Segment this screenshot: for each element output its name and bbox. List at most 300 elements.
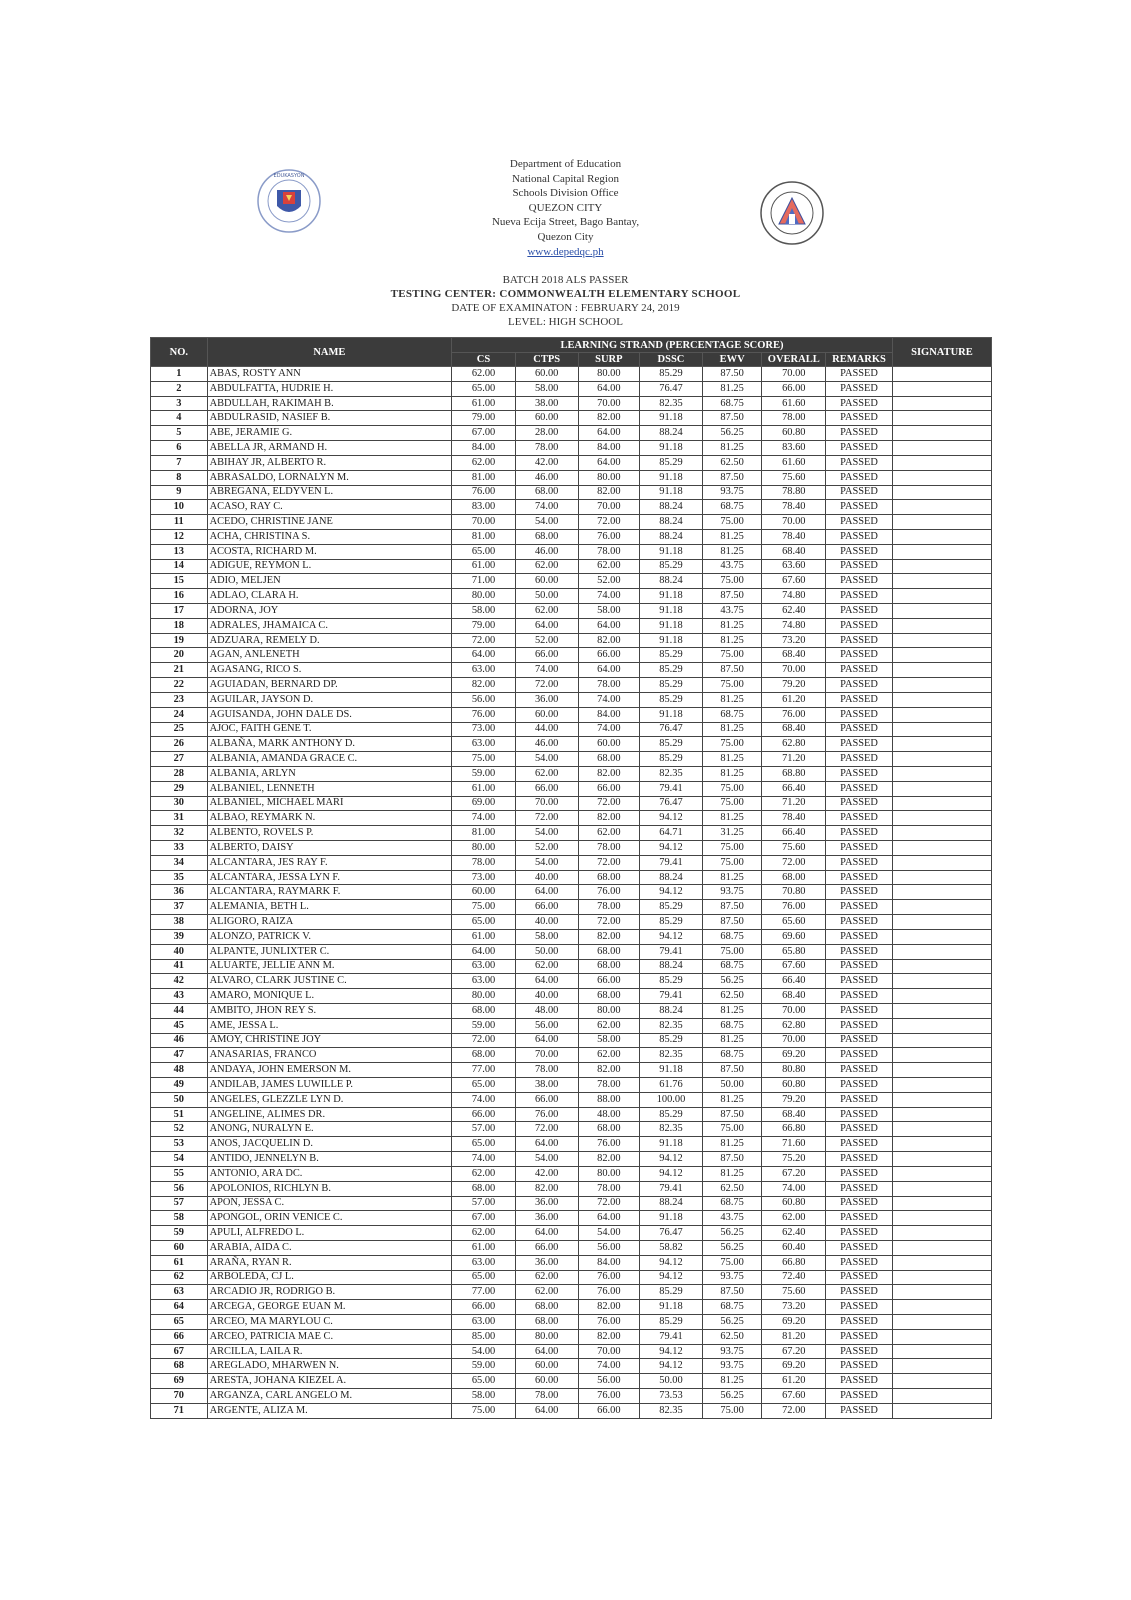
student-name: ARCEO, PATRICIA MAE C. — [207, 1329, 452, 1344]
score-surp: 64.00 — [578, 455, 640, 470]
score-surp: 80.00 — [578, 1003, 640, 1018]
signature-cell[interactable] — [892, 500, 991, 515]
score-overall: 66.40 — [762, 781, 826, 796]
score-dssc: 88.24 — [640, 529, 703, 544]
row-number: 19 — [151, 633, 208, 648]
score-surp: 78.00 — [578, 678, 640, 693]
remarks: PASSED — [826, 989, 893, 1004]
score-ewv: 62.50 — [702, 1181, 762, 1196]
table-row — [151, 766, 992, 781]
table-row — [151, 1270, 992, 1285]
student-name: ALVARO, CLARK JUSTINE C. — [207, 974, 452, 989]
remarks: PASSED — [826, 870, 893, 885]
table-row — [151, 1315, 992, 1330]
score-ctps: 36.00 — [515, 1211, 578, 1226]
signature-cell[interactable] — [892, 529, 991, 544]
score-cs: 85.00 — [452, 1329, 516, 1344]
table-row — [151, 1063, 992, 1078]
score-surp: 52.00 — [578, 574, 640, 589]
signature-cell[interactable] — [892, 544, 991, 559]
signature-cell[interactable] — [892, 944, 991, 959]
remarks: PASSED — [826, 915, 893, 930]
score-cs: 73.00 — [452, 722, 516, 737]
score-surp: 66.00 — [578, 781, 640, 796]
table-row — [151, 604, 992, 619]
score-overall: 75.60 — [762, 841, 826, 856]
signature-cell[interactable] — [892, 915, 991, 930]
row-number: 62 — [151, 1270, 208, 1285]
score-ctps: 64.00 — [515, 1137, 578, 1152]
score-dssc: 91.18 — [640, 470, 703, 485]
score-overall: 70.00 — [762, 1003, 826, 1018]
score-cs: 80.00 — [452, 589, 516, 604]
score-dssc: 88.24 — [640, 1003, 703, 1018]
student-name: ANGELES, GLEZZLE LYN D. — [207, 1092, 452, 1107]
student-name: ACOSTA, RICHARD M. — [207, 544, 452, 559]
score-dssc: 91.18 — [640, 544, 703, 559]
score-cs: 68.00 — [452, 1048, 516, 1063]
table-row — [151, 678, 992, 693]
signature-cell[interactable] — [892, 900, 991, 915]
student-name: ARCADIO JR, RODRIGO B. — [207, 1285, 452, 1300]
col-header-learning-strand: LEARNING STRAND (PERCENTAGE SCORE) — [452, 338, 893, 353]
signature-cell[interactable] — [892, 1122, 991, 1137]
score-overall: 69.60 — [762, 929, 826, 944]
signature-cell[interactable] — [892, 1152, 991, 1167]
signature-cell[interactable] — [892, 1226, 991, 1241]
signature-cell[interactable] — [892, 1018, 991, 1033]
signature-cell[interactable] — [892, 781, 991, 796]
header-line-1: Department of Education — [509, 158, 622, 170]
score-overall: 69.20 — [762, 1315, 826, 1330]
score-surp: 76.00 — [578, 1285, 640, 1300]
table-row — [151, 885, 992, 900]
score-overall: 71.20 — [762, 796, 826, 811]
score-overall: 66.80 — [762, 1255, 826, 1270]
score-surp: 78.00 — [578, 841, 640, 856]
score-dssc: 88.24 — [640, 959, 703, 974]
score-cs: 59.00 — [452, 766, 516, 781]
score-overall: 71.20 — [762, 752, 826, 767]
score-ctps: 52.00 — [515, 633, 578, 648]
signature-cell[interactable] — [892, 1240, 991, 1255]
student-name: ADZUARA, REMELY D. — [207, 633, 452, 648]
score-overall: 67.60 — [762, 1389, 826, 1404]
signature-cell[interactable] — [892, 929, 991, 944]
score-overall: 62.80 — [762, 1018, 826, 1033]
signature-cell[interactable] — [892, 1003, 991, 1018]
score-ewv: 56.25 — [702, 1226, 762, 1241]
score-ewv: 62.50 — [702, 455, 762, 470]
signature-cell[interactable] — [892, 589, 991, 604]
score-overall: 72.00 — [762, 1403, 826, 1418]
table-row — [151, 396, 992, 411]
score-ctps: 46.00 — [515, 737, 578, 752]
score-ctps: 54.00 — [515, 855, 578, 870]
score-ctps: 66.00 — [515, 1240, 578, 1255]
score-surp: 82.00 — [578, 766, 640, 781]
score-ewv: 56.25 — [702, 1315, 762, 1330]
signature-cell[interactable] — [892, 974, 991, 989]
score-surp: 64.00 — [578, 1211, 640, 1226]
row-number: 41 — [151, 959, 208, 974]
signature-cell[interactable] — [892, 766, 991, 781]
student-name: ARCILLA, LAILA R. — [207, 1344, 452, 1359]
signature-cell[interactable] — [892, 1359, 991, 1374]
score-cs: 81.00 — [452, 529, 516, 544]
signature-cell[interactable] — [892, 663, 991, 678]
signature-cell[interactable] — [892, 1255, 991, 1270]
student-name: ARESTA, JOHANA KIEZEL A. — [207, 1374, 452, 1389]
student-name: ALBANIEL, LENNETH — [207, 781, 452, 796]
table-row — [151, 1255, 992, 1270]
header-line-3: Schools Division Office — [512, 187, 619, 200]
score-dssc: 82.35 — [640, 1403, 703, 1418]
score-dssc: 82.35 — [640, 1018, 703, 1033]
score-overall: 60.80 — [762, 1078, 826, 1093]
score-ewv: 75.00 — [702, 648, 762, 663]
score-ctps: 48.00 — [515, 1003, 578, 1018]
score-surp: 72.00 — [578, 796, 640, 811]
row-number: 26 — [151, 737, 208, 752]
score-dssc: 85.29 — [640, 1107, 703, 1122]
row-number: 47 — [151, 1048, 208, 1063]
table-row — [151, 529, 992, 544]
signature-cell[interactable] — [892, 1315, 991, 1330]
score-ewv: 68.75 — [702, 959, 762, 974]
score-surp: 78.00 — [578, 544, 640, 559]
signature-cell[interactable] — [892, 1389, 991, 1404]
student-name: ALCANTARA, JESSA LYN F. — [207, 870, 452, 885]
row-number: 28 — [151, 766, 208, 781]
score-dssc: 82.35 — [640, 1122, 703, 1137]
signature-cell[interactable] — [892, 692, 991, 707]
signature-cell[interactable] — [892, 826, 991, 841]
remarks: PASSED — [826, 618, 893, 633]
signature-cell[interactable] — [892, 811, 991, 826]
row-number: 65 — [151, 1315, 208, 1330]
score-surp: 82.00 — [578, 411, 640, 426]
score-ctps: 40.00 — [515, 870, 578, 885]
signature-cell[interactable] — [892, 678, 991, 693]
score-surp: 84.00 — [578, 1255, 640, 1270]
remarks: PASSED — [826, 1107, 893, 1122]
signature-cell[interactable] — [892, 1137, 991, 1152]
remarks: PASSED — [826, 1315, 893, 1330]
signature-cell[interactable] — [892, 1329, 991, 1344]
remarks: PASSED — [826, 589, 893, 604]
score-surp: 56.00 — [578, 1374, 640, 1389]
table-row — [151, 515, 992, 530]
score-dssc: 91.18 — [640, 411, 703, 426]
table-row — [151, 1181, 992, 1196]
table-row — [151, 1226, 992, 1241]
student-name: ARCEGA, GEORGE EUAN M. — [207, 1300, 452, 1315]
signature-cell[interactable] — [892, 604, 991, 619]
col-header-surp: SURP — [578, 353, 640, 367]
signature-cell[interactable] — [892, 1063, 991, 1078]
score-ewv: 68.75 — [702, 929, 762, 944]
row-number: 5 — [151, 426, 208, 441]
table-row — [151, 1018, 992, 1033]
score-ewv: 81.25 — [702, 870, 762, 885]
signature-cell[interactable] — [892, 1211, 991, 1226]
remarks: PASSED — [826, 1152, 893, 1167]
signature-cell[interactable] — [892, 1300, 991, 1315]
remarks: PASSED — [826, 781, 893, 796]
student-name: ALBENTO, ROVELS P. — [207, 826, 452, 841]
signature-cell[interactable] — [892, 1270, 991, 1285]
score-dssc: 79.41 — [640, 781, 703, 796]
table-row — [151, 781, 992, 796]
score-ctps: 78.00 — [515, 1063, 578, 1078]
signature-cell[interactable] — [892, 559, 991, 574]
signature-cell[interactable] — [892, 959, 991, 974]
table-row — [151, 574, 992, 589]
score-ewv: 43.75 — [702, 604, 762, 619]
remarks: PASSED — [826, 648, 893, 663]
score-ctps: 64.00 — [515, 1226, 578, 1241]
remarks: PASSED — [826, 367, 893, 382]
remarks: PASSED — [826, 1374, 893, 1389]
col-header-cs: CS — [452, 353, 516, 367]
student-name: ALONZO, PATRICK V. — [207, 929, 452, 944]
signature-cell[interactable] — [892, 796, 991, 811]
signature-cell[interactable] — [892, 367, 991, 382]
signature-cell[interactable] — [892, 470, 991, 485]
signature-cell[interactable] — [892, 1107, 991, 1122]
score-cs: 77.00 — [452, 1063, 516, 1078]
score-overall: 65.60 — [762, 915, 826, 930]
score-overall: 61.20 — [762, 692, 826, 707]
score-ewv: 75.00 — [702, 855, 762, 870]
signature-cell[interactable] — [892, 1181, 991, 1196]
score-ctps: 62.00 — [515, 766, 578, 781]
score-dssc: 85.29 — [640, 648, 703, 663]
score-ctps: 62.00 — [515, 1285, 578, 1300]
signature-cell[interactable] — [892, 989, 991, 1004]
score-dssc: 79.41 — [640, 855, 703, 870]
row-number: 18 — [151, 618, 208, 633]
row-number: 45 — [151, 1018, 208, 1033]
remarks: PASSED — [826, 1048, 893, 1063]
signature-cell[interactable] — [892, 1403, 991, 1418]
row-number: 37 — [151, 900, 208, 915]
score-dssc: 88.24 — [640, 574, 703, 589]
signature-cell[interactable] — [892, 1196, 991, 1211]
score-overall: 62.80 — [762, 737, 826, 752]
signature-cell[interactable] — [892, 752, 991, 767]
row-number: 21 — [151, 663, 208, 678]
signature-cell[interactable] — [892, 722, 991, 737]
score-dssc: 82.35 — [640, 1048, 703, 1063]
remarks: PASSED — [826, 1226, 893, 1241]
score-dssc: 85.29 — [640, 915, 703, 930]
signature-cell[interactable] — [892, 737, 991, 752]
score-overall: 66.80 — [762, 1122, 826, 1137]
signature-cell[interactable] — [892, 574, 991, 589]
score-dssc: 94.12 — [640, 811, 703, 826]
score-dssc: 91.18 — [640, 1300, 703, 1315]
remarks: PASSED — [826, 1092, 893, 1107]
score-ctps: 66.00 — [515, 900, 578, 915]
signature-cell[interactable] — [892, 455, 991, 470]
score-ctps: 68.00 — [515, 1300, 578, 1315]
score-surp: 76.00 — [578, 1137, 640, 1152]
remarks: PASSED — [826, 855, 893, 870]
score-ewv: 75.00 — [702, 678, 762, 693]
signature-cell[interactable] — [892, 381, 991, 396]
testing-center: TESTING CENTER: COMMONWEALTH ELEMENTARY SCHOOL — [390, 288, 741, 300]
score-ctps: 62.00 — [515, 559, 578, 574]
signature-cell[interactable] — [892, 1078, 991, 1093]
signature-cell[interactable] — [892, 485, 991, 500]
row-number: 32 — [151, 826, 208, 841]
score-cs: 80.00 — [452, 841, 516, 856]
score-ctps: 80.00 — [515, 1329, 578, 1344]
row-number: 68 — [151, 1359, 208, 1374]
col-header-signature: SIGNATURE — [892, 338, 991, 367]
header-line-6: Quezon City — [537, 230, 594, 243]
score-ewv: 87.50 — [702, 411, 762, 426]
score-overall: 67.60 — [762, 959, 826, 974]
score-dssc: 82.35 — [640, 396, 703, 411]
score-cs: 57.00 — [452, 1122, 516, 1137]
score-surp: 74.00 — [578, 589, 640, 604]
signature-cell[interactable] — [892, 1048, 991, 1063]
score-surp: 84.00 — [578, 441, 640, 456]
score-cs: 72.00 — [452, 633, 516, 648]
score-cs: 65.00 — [452, 1374, 516, 1389]
score-ctps: 54.00 — [515, 752, 578, 767]
score-cs: 65.00 — [452, 1078, 516, 1093]
signature-cell[interactable] — [892, 515, 991, 530]
score-cs: 63.00 — [452, 737, 516, 752]
score-ctps: 38.00 — [515, 396, 578, 411]
signature-cell[interactable] — [892, 1285, 991, 1300]
score-dssc: 94.12 — [640, 1166, 703, 1181]
student-name: ALCANTARA, RAYMARK F. — [207, 885, 452, 900]
student-name: APULI, ALFREDO L. — [207, 1226, 452, 1241]
score-surp: 76.00 — [578, 1315, 640, 1330]
row-number: 46 — [151, 1033, 208, 1048]
score-cs: 76.00 — [452, 707, 516, 722]
signature-cell[interactable] — [892, 411, 991, 426]
score-dssc: 76.47 — [640, 1226, 703, 1241]
score-dssc: 91.18 — [640, 604, 703, 619]
table-row — [151, 1196, 992, 1211]
student-name: AMOY, CHRISTINE JOY — [207, 1033, 452, 1048]
signature-cell[interactable] — [892, 618, 991, 633]
score-overall: 68.40 — [762, 1107, 826, 1122]
score-cs: 65.00 — [452, 381, 516, 396]
score-ctps: 36.00 — [515, 1196, 578, 1211]
score-dssc: 88.24 — [640, 500, 703, 515]
remarks: PASSED — [826, 529, 893, 544]
remarks: PASSED — [826, 885, 893, 900]
score-ewv: 62.50 — [702, 1329, 762, 1344]
score-overall: 65.80 — [762, 944, 826, 959]
signature-cell[interactable] — [892, 396, 991, 411]
signature-cell[interactable] — [892, 441, 991, 456]
score-dssc: 91.18 — [640, 1063, 703, 1078]
score-surp: 66.00 — [578, 648, 640, 663]
student-name: AMARO, MONIQUE L. — [207, 989, 452, 1004]
score-cs: 68.00 — [452, 1003, 516, 1018]
score-ewv: 75.00 — [702, 1122, 762, 1137]
table-row — [151, 900, 992, 915]
score-ewv: 87.50 — [702, 589, 762, 604]
score-cs: 70.00 — [452, 515, 516, 530]
remarks: PASSED — [826, 974, 893, 989]
score-ctps: 60.00 — [515, 707, 578, 722]
signature-cell[interactable] — [892, 870, 991, 885]
signature-cell[interactable] — [892, 1374, 991, 1389]
score-overall: 63.60 — [762, 559, 826, 574]
table-row — [151, 1374, 992, 1389]
score-cs: 76.00 — [452, 485, 516, 500]
signature-cell[interactable] — [892, 841, 991, 856]
score-dssc: 94.12 — [640, 1359, 703, 1374]
signature-cell[interactable] — [892, 855, 991, 870]
signature-cell[interactable] — [892, 633, 991, 648]
score-cs: 69.00 — [452, 796, 516, 811]
score-overall: 68.00 — [762, 870, 826, 885]
score-ewv: 75.00 — [702, 515, 762, 530]
score-dssc: 91.18 — [640, 1137, 703, 1152]
row-number: 66 — [151, 1329, 208, 1344]
signature-cell[interactable] — [892, 1033, 991, 1048]
student-name: ABAS, ROSTY ANN — [207, 367, 452, 382]
score-surp: 72.00 — [578, 915, 640, 930]
row-number: 34 — [151, 855, 208, 870]
signature-cell[interactable] — [892, 885, 991, 900]
score-dssc: 82.35 — [640, 766, 703, 781]
table-row — [151, 441, 992, 456]
signature-cell[interactable] — [892, 1166, 991, 1181]
remarks: PASSED — [826, 678, 893, 693]
score-surp: 64.00 — [578, 381, 640, 396]
score-dssc: 85.29 — [640, 974, 703, 989]
table-row — [151, 1359, 992, 1374]
score-dssc: 85.29 — [640, 1285, 703, 1300]
table-row — [151, 559, 992, 574]
score-ewv: 68.75 — [702, 707, 762, 722]
score-dssc: 79.41 — [640, 989, 703, 1004]
score-cs: 81.00 — [452, 470, 516, 485]
student-name: ALBAÑA, MARK ANTHONY D. — [207, 737, 452, 752]
score-ctps: 62.00 — [515, 1270, 578, 1285]
website-link[interactable]: www.depedqc.ph — [527, 245, 604, 258]
score-ctps: 82.00 — [515, 1181, 578, 1196]
score-ctps: 68.00 — [515, 529, 578, 544]
signature-cell[interactable] — [892, 426, 991, 441]
score-ctps: 66.00 — [515, 781, 578, 796]
signature-cell[interactable] — [892, 707, 991, 722]
row-number: 16 — [151, 589, 208, 604]
signature-cell[interactable] — [892, 648, 991, 663]
score-ewv: 81.25 — [702, 633, 762, 648]
score-dssc: 85.29 — [640, 900, 703, 915]
table-row — [151, 752, 992, 767]
remarks: PASSED — [826, 707, 893, 722]
signature-cell[interactable] — [892, 1092, 991, 1107]
score-ewv: 81.25 — [702, 441, 762, 456]
score-overall: 60.80 — [762, 426, 826, 441]
score-overall: 78.40 — [762, 811, 826, 826]
col-header-ewv: EWV — [702, 353, 762, 367]
signature-cell[interactable] — [892, 1344, 991, 1359]
